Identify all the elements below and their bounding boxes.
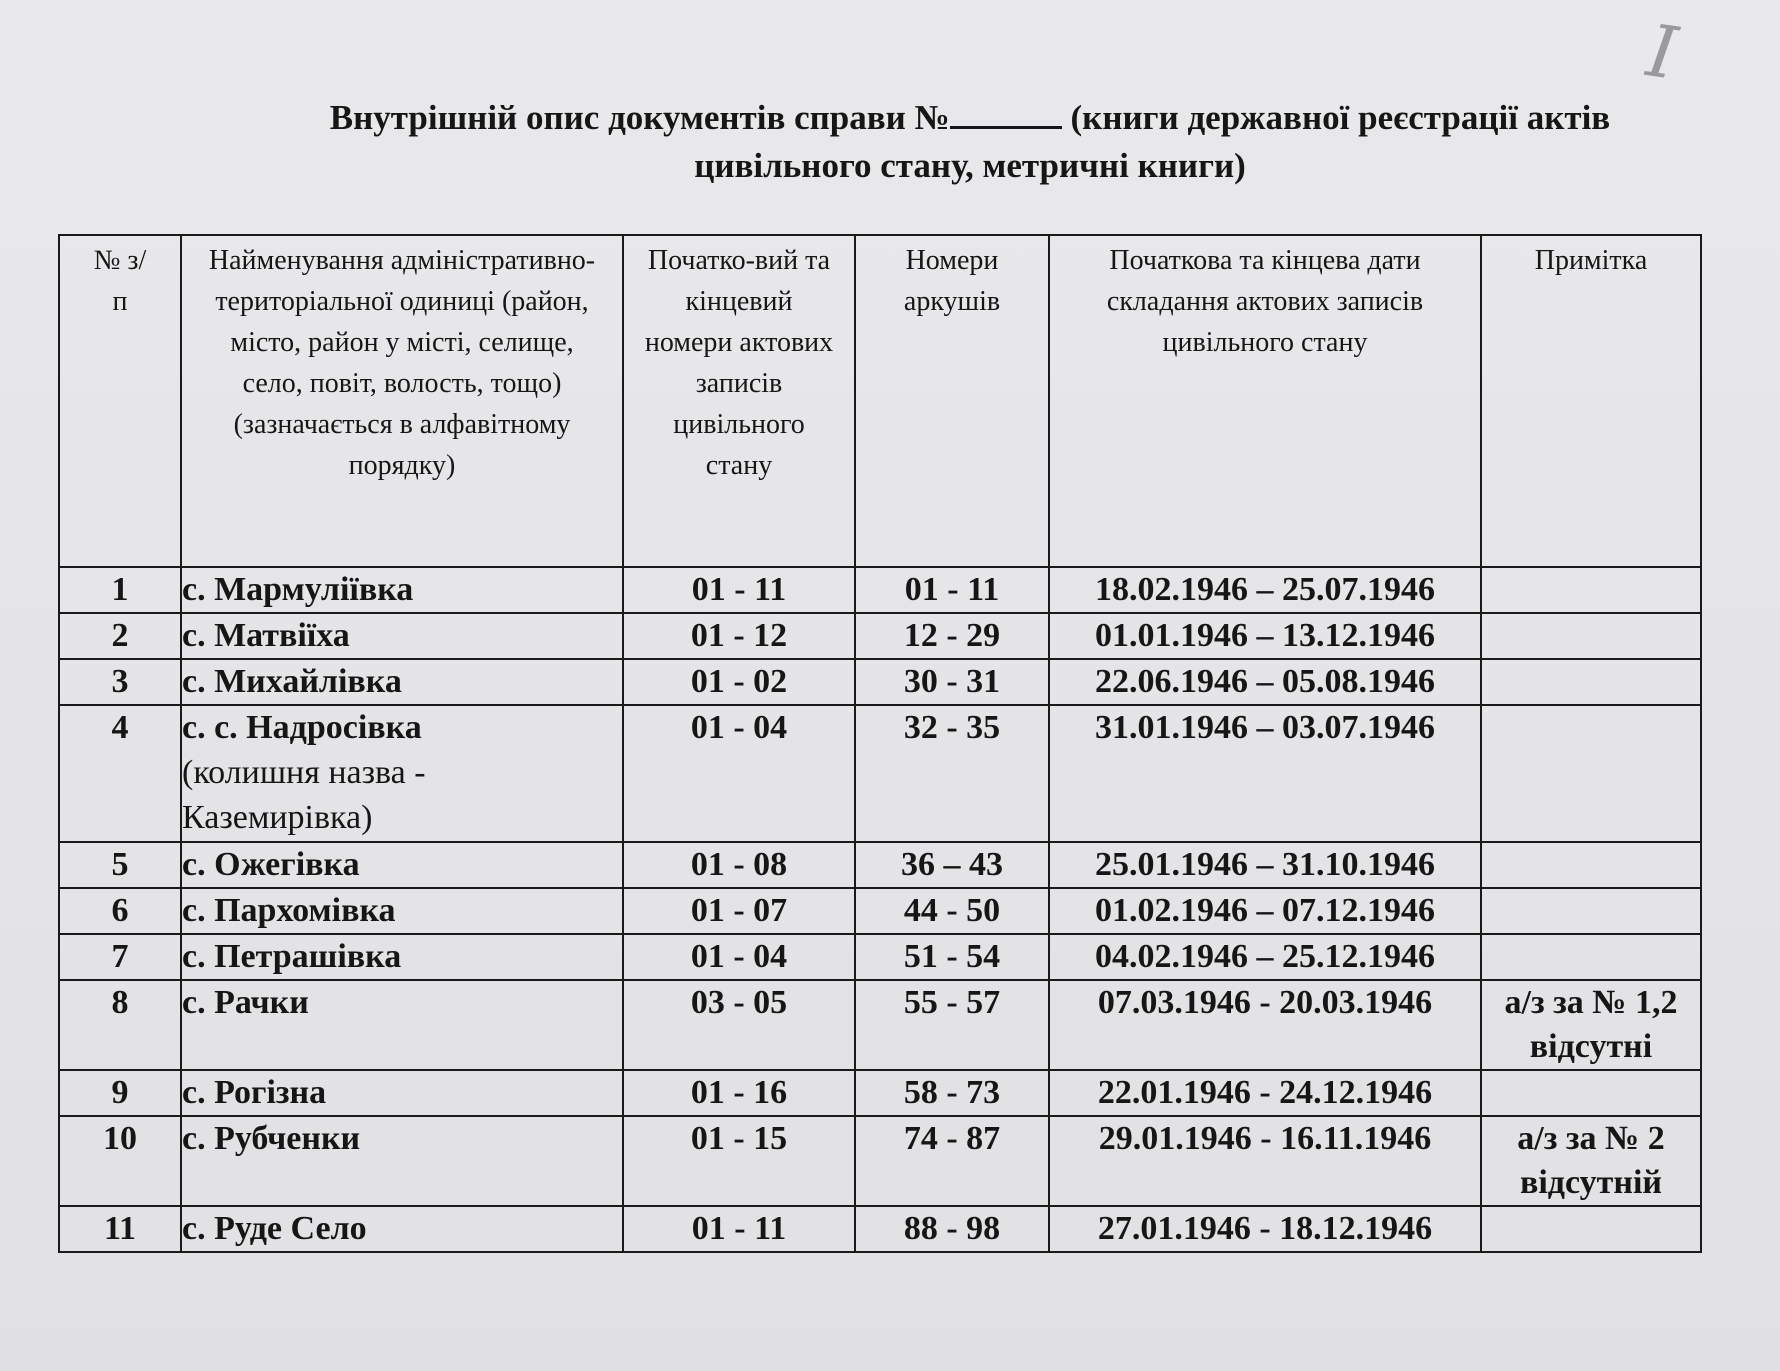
row-note (1481, 888, 1701, 934)
table-row (59, 1070, 1701, 1116)
row-unit-name: с. Руде Село (181, 1206, 623, 1252)
header-number: № з/п (59, 235, 181, 567)
row-sheet-range: 58 - 73 (855, 1070, 1049, 1116)
table-row (59, 613, 1701, 659)
table-row (59, 888, 1701, 934)
row-sheet-range: 51 - 54 (855, 934, 1049, 980)
title-line1-prefix: Внутрішній опис документів справи № (329, 98, 950, 137)
row-date-range: 07.03.1946 - 20.03.1946 (1049, 980, 1481, 1070)
table-row (59, 842, 1701, 888)
row-note: а/з за № 1,2 відсутні (1481, 980, 1701, 1070)
header-dates: Початкова та кінцева дати складання актових записів цивільного стану (1049, 235, 1481, 567)
table-row (59, 659, 1701, 705)
row-unit-name: с. Ожегівка (181, 842, 623, 888)
row-unit-name: с. Михайлівка (181, 659, 623, 705)
case-number-blank (950, 100, 1062, 129)
row-note (1481, 1070, 1701, 1116)
row-number: 6 (59, 888, 181, 934)
row-date-range: 25.01.1946 – 31.10.1946 (1049, 842, 1481, 888)
header-note: Примітка (1481, 235, 1701, 567)
row-note (1481, 613, 1701, 659)
row-unit-main-name: с. с. Надросівка (182, 709, 422, 746)
title-line2: цивільного стану, метричні книги) (694, 146, 1246, 185)
row-record-range: 01 - 16 (623, 1070, 855, 1116)
row-date-range: 29.01.1946 - 16.11.1946 (1049, 1116, 1481, 1206)
row-number: 7 (59, 934, 181, 980)
row-record-range: 01 - 11 (623, 1206, 855, 1252)
table-row (59, 705, 1701, 842)
row-number: 1 (59, 567, 181, 613)
row-unit-name: с. Пархомівка (181, 888, 623, 934)
row-sheet-range: 36 – 43 (855, 842, 1049, 888)
row-date-range: 27.01.1946 - 18.12.1946 (1049, 1206, 1481, 1252)
row-date-range: 22.06.1946 – 05.08.1946 (1049, 659, 1481, 705)
row-unit-name: с. Петрашівка (181, 934, 623, 980)
row-record-range: 01 - 15 (623, 1116, 855, 1206)
row-record-range: 03 - 05 (623, 980, 855, 1070)
row-record-range: 01 - 02 (623, 659, 855, 705)
row-record-range: 01 - 04 (623, 705, 855, 842)
row-unit-name: с. Матвіїха (181, 613, 623, 659)
row-record-range: 01 - 04 (623, 934, 855, 980)
header-row (59, 235, 1701, 567)
header-record-numbers: Початко-вий та кінцевий номери актових записів цивільного стану (623, 235, 855, 567)
row-unit-former-name: (колишня назва - Каземирівка) (182, 754, 426, 836)
row-note (1481, 659, 1701, 705)
row-record-range: 01 - 08 (623, 842, 855, 888)
row-date-range: 18.02.1946 – 25.07.1946 (1049, 567, 1481, 613)
row-number: 4 (59, 705, 181, 842)
row-unit-name: с. Рубченки (181, 1116, 623, 1206)
inventory-table (58, 234, 1702, 1253)
row-sheet-range: 55 - 57 (855, 980, 1049, 1070)
row-record-range: 01 - 07 (623, 888, 855, 934)
row-number: 11 (59, 1206, 181, 1252)
row-note (1481, 934, 1701, 980)
row-note (1481, 567, 1701, 613)
header-unit-name: Найменування адміністративно-територіальної одиниці (район, місто, район у місті, селище, село, повіт, волость, тощо) (зазначається в алфавітному порядку) (181, 235, 623, 567)
row-number: 10 (59, 1116, 181, 1206)
row-record-range: 01 - 12 (623, 613, 855, 659)
row-number: 3 (59, 659, 181, 705)
row-sheet-range: 88 - 98 (855, 1206, 1049, 1252)
row-unit-name (181, 705, 623, 842)
row-note (1481, 842, 1701, 888)
row-sheet-range: 30 - 31 (855, 659, 1049, 705)
table-row (59, 1116, 1701, 1206)
table-row (59, 980, 1701, 1070)
row-sheet-range: 01 - 11 (855, 567, 1049, 613)
row-number: 2 (59, 613, 181, 659)
table-row (59, 1206, 1701, 1252)
title-line1-suffix: (книги державної реєстрації актів (1061, 98, 1611, 137)
table-row (59, 567, 1701, 613)
row-date-range: 01.02.1946 – 07.12.1946 (1049, 888, 1481, 934)
row-date-range: 31.01.1946 – 03.07.1946 (1049, 705, 1481, 842)
row-unit-name: с. Рачки (181, 980, 623, 1070)
row-unit-name: с. Мармуліївка (181, 567, 623, 613)
row-number: 9 (59, 1070, 181, 1116)
row-record-range: 01 - 11 (623, 567, 855, 613)
table-row (59, 934, 1701, 980)
row-note: а/з за № 2 відсутній (1481, 1116, 1701, 1206)
row-sheet-range: 44 - 50 (855, 888, 1049, 934)
row-note (1481, 705, 1701, 842)
row-sheet-range: 12 - 29 (855, 613, 1049, 659)
row-date-range: 04.02.1946 – 25.12.1946 (1049, 934, 1481, 980)
row-unit-name: с. Рогізна (181, 1070, 623, 1116)
document-title (230, 94, 1710, 190)
corner-roman-numeral: I (1642, 8, 1683, 96)
header-sheet-numbers: Номери аркушів (855, 235, 1049, 567)
row-number: 8 (59, 980, 181, 1070)
row-sheet-range: 32 - 35 (855, 705, 1049, 842)
row-date-range: 01.01.1946 – 13.12.1946 (1049, 613, 1481, 659)
row-date-range: 22.01.1946 - 24.12.1946 (1049, 1070, 1481, 1116)
row-sheet-range: 74 - 87 (855, 1116, 1049, 1206)
row-number: 5 (59, 842, 181, 888)
row-note (1481, 1206, 1701, 1252)
